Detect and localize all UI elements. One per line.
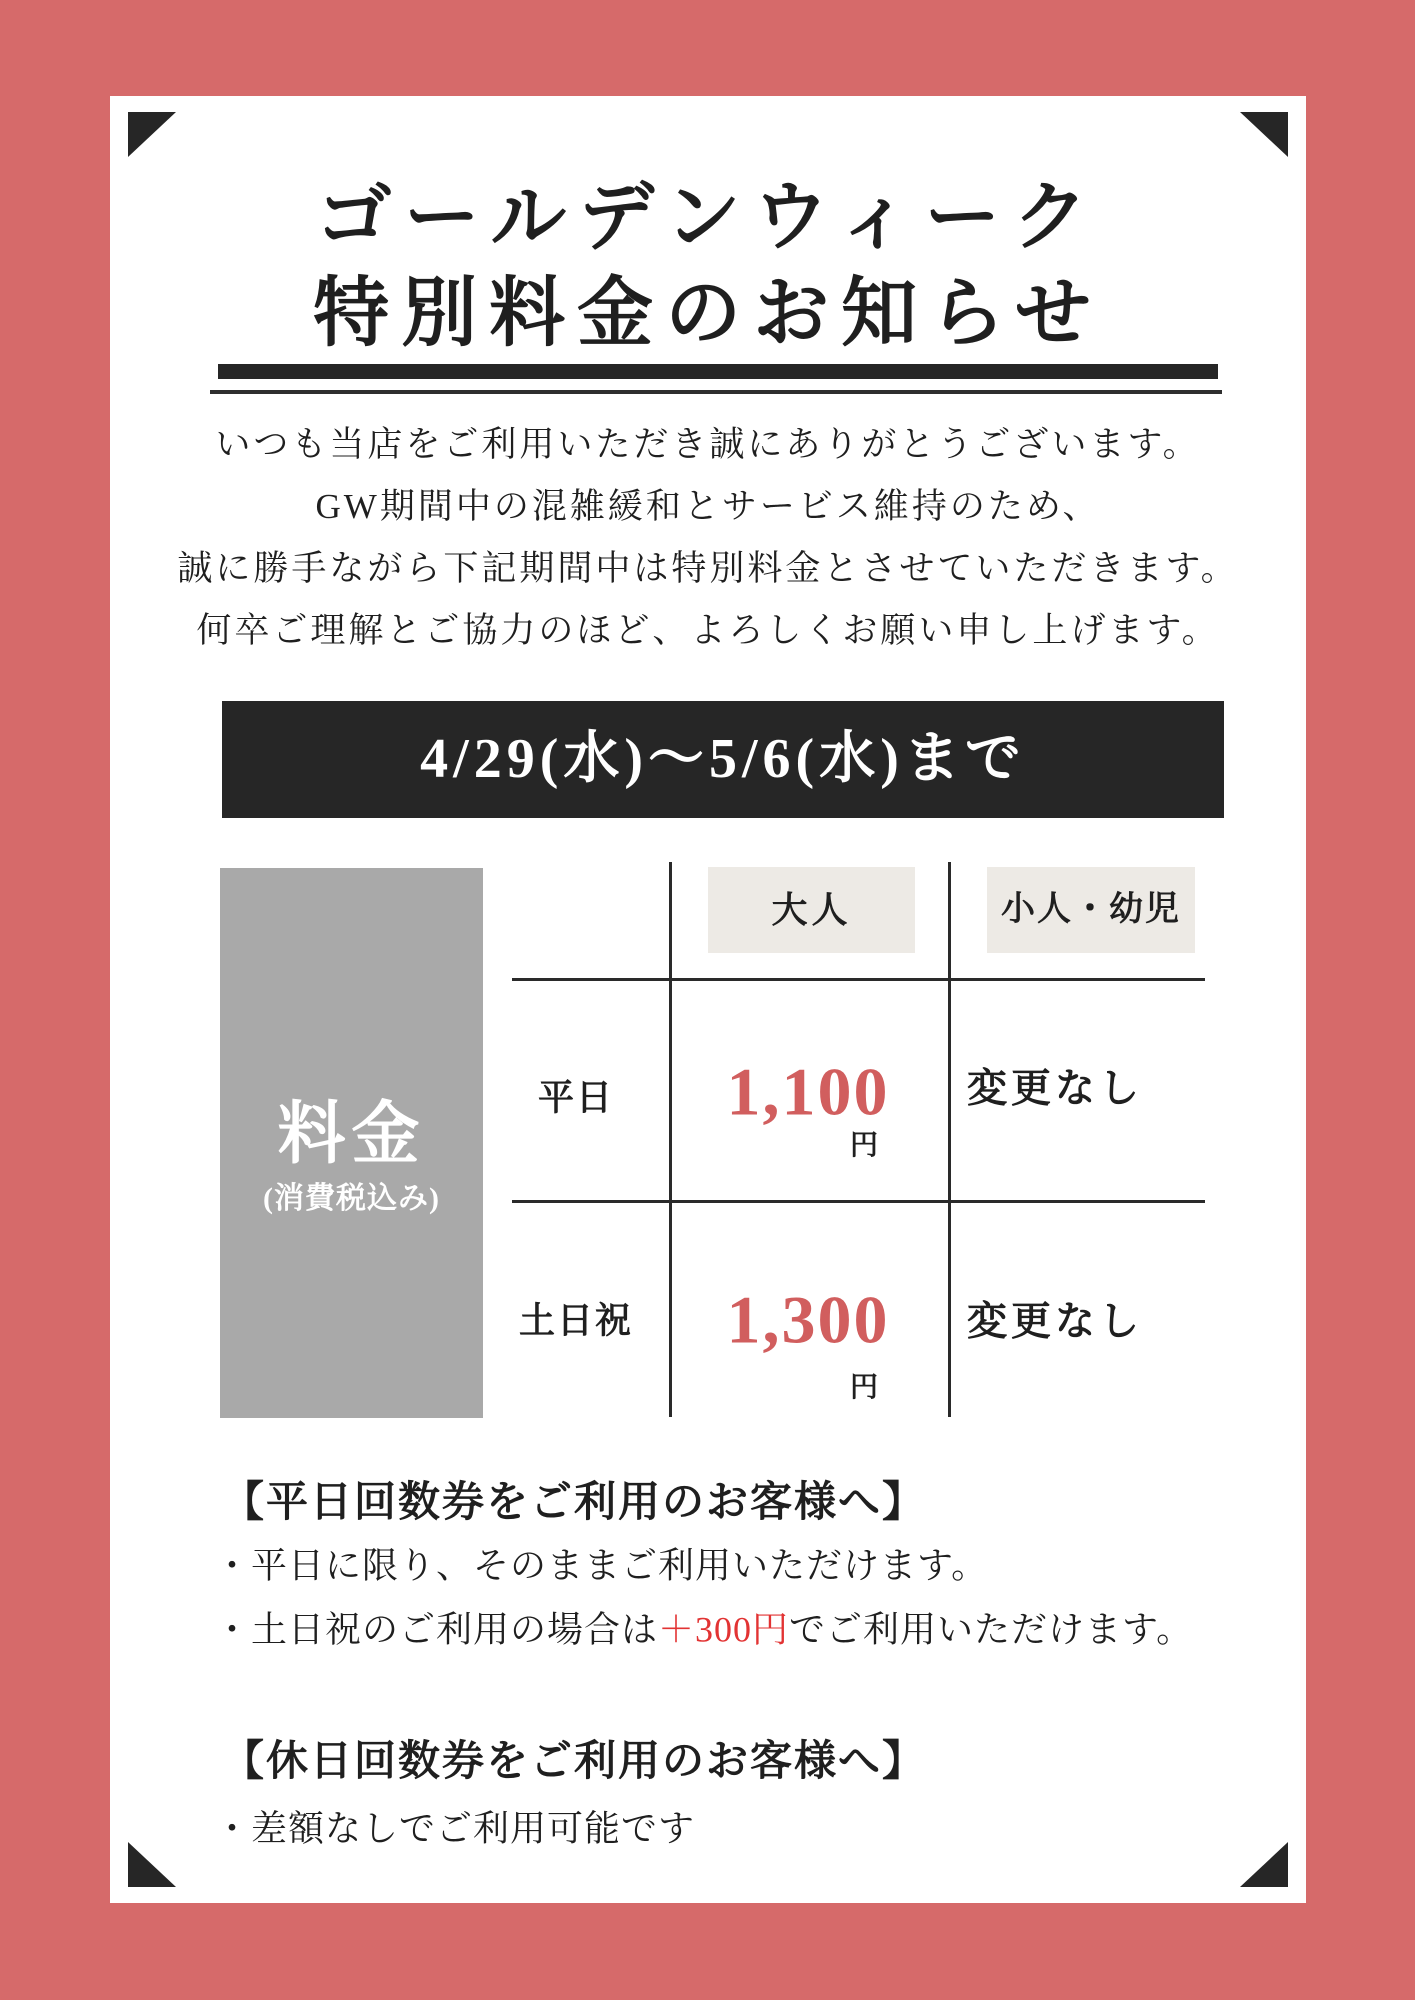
weekday-ticket-bullet-2-pre: ・土日祝のご利用の場合は (214, 1609, 659, 1650)
price-table-corner-panel (220, 868, 483, 1418)
title-divider-thick (218, 364, 1218, 379)
title-divider-thin (210, 390, 1222, 394)
intro-paragraph (110, 414, 1306, 662)
weekday-ticket-heading: 【平日回数券をご利用のお客様へ】 (222, 1480, 927, 1526)
price-table-corner-label: 料金 (277, 1096, 426, 1172)
intro-line-2: GW期間中の混雑緩和とサービス維持のため、 (315, 487, 1101, 526)
row-label-weekend: 土日祝 (518, 1300, 634, 1341)
page-title (110, 170, 1306, 362)
notice-card (110, 96, 1306, 1903)
price-weekend-child: 変更なし (967, 1298, 1143, 1344)
price-weekday-child: 変更なし (967, 1065, 1143, 1111)
holiday-ticket-heading: 【休日回数券をご利用のお客様へ】 (222, 1739, 927, 1785)
column-header-adult: 大人 (708, 867, 915, 953)
weekday-ticket-bullet-1: ・平日に限り、そのままご利用いただけます。 (214, 1545, 989, 1586)
intro-line-1: いつも当店をご利用いただき誠にありがとうございます。 (215, 425, 1201, 464)
intro-line-3: 誠に勝手ながら下記期間中は特別料金とさせていただきます。 (177, 549, 1239, 588)
row-label-weekday: 平日 (537, 1077, 615, 1118)
period-banner: 4/29(水)〜5/6(水)まで (222, 701, 1224, 818)
table-vertical-line-2 (948, 862, 951, 1417)
table-horizontal-line-2 (512, 1200, 1205, 1203)
corner-triangle-bottom-left (128, 1842, 176, 1887)
column-header-child: 小人・幼児 (987, 867, 1195, 953)
price-weekday-adult: 1,100 (726, 1053, 890, 1130)
price-weekend-unit: 円 (849, 1372, 879, 1403)
table-horizontal-line-1 (512, 978, 1205, 981)
intro-line-4: 何卒ご理解とご協力のほど、よろしくお願い申し上げます。 (196, 611, 1220, 650)
holiday-ticket-bullet-1: ・差額なしでご利用可能です (214, 1808, 696, 1849)
table-vertical-line-1 (669, 862, 672, 1417)
corner-triangle-top-right (1240, 112, 1288, 157)
page-title-line2: 特別料金のお知らせ (313, 272, 1103, 356)
page-title-line1: ゴールデンウィーク (315, 176, 1101, 260)
corner-triangle-top-left (128, 112, 176, 157)
price-weekday-unit: 円 (849, 1130, 879, 1161)
weekday-ticket-bullet-2-highlight: ＋300円 (658, 1609, 790, 1650)
weekday-ticket-bullet-2 (214, 1602, 1193, 1653)
price-table (220, 862, 1225, 1424)
price-weekend-adult: 1,300 (726, 1281, 890, 1358)
weekday-ticket-bullet-2-post: でご利用いただけます。 (789, 1609, 1194, 1650)
price-table-corner-sublabel: (消費税込み) (263, 1182, 440, 1215)
corner-triangle-bottom-right (1240, 1842, 1288, 1887)
